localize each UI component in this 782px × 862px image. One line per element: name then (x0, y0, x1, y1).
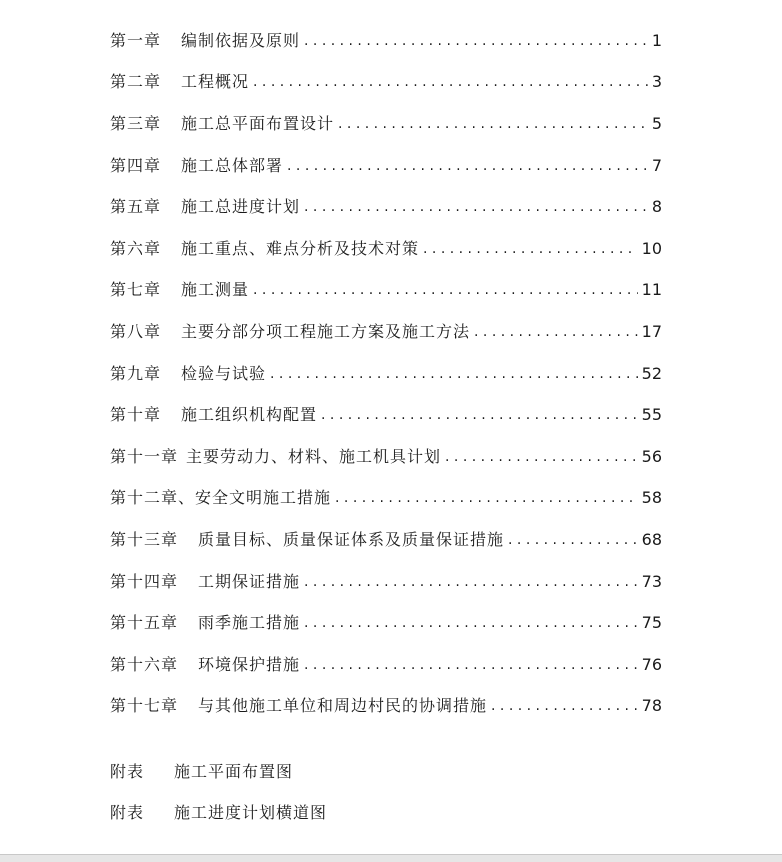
toc-entry-15[interactable] (110, 602, 662, 644)
toc-entry-title: 质量目标、质量保证体系及质量保证措施 (198, 529, 505, 549)
toc-page-number: 73 (641, 571, 662, 591)
toc-page-number: 10 (641, 238, 662, 258)
dot-leader (445, 447, 638, 467)
toc-entry-title: 施工测量 (181, 280, 250, 300)
toc-page-number: 58 (641, 488, 662, 508)
toc-page-number: 55 (641, 405, 662, 425)
toc-chapter-label: 第四章 (110, 155, 162, 175)
toc-entry-8[interactable] (110, 311, 662, 353)
toc-entry-4[interactable] (110, 145, 662, 187)
dot-leader (304, 655, 638, 675)
dot-leader (270, 364, 638, 384)
dot-leader (338, 114, 648, 134)
toc-page-number: 1 (651, 30, 662, 50)
toc-page-number: 8 (651, 197, 662, 217)
toc-entry-title: 施工总体部署 (181, 155, 284, 175)
toc-entry-9[interactable] (110, 353, 662, 395)
toc-page-number: 52 (641, 363, 662, 383)
toc-page-number: 11 (641, 280, 662, 300)
toc-entry-title: 工期保证措施 (198, 571, 301, 591)
toc-chapter-label: 第五章 (110, 197, 162, 217)
toc-entry-title: 环境保护措施 (198, 654, 301, 674)
toc-chapter-label: 第一章 (110, 30, 162, 50)
toc-entry-title: 工程概况 (181, 72, 250, 92)
dot-leader (304, 197, 648, 217)
toc-page-number: 3 (651, 72, 662, 92)
toc-page-number: 68 (641, 529, 662, 549)
toc-entry-16[interactable] (110, 644, 662, 686)
toc-chapter-label: 第十七章 (110, 696, 179, 716)
toc-entry-13[interactable] (110, 519, 662, 561)
toc-entry-title: 施工重点、难点分析及技术对策 (181, 238, 420, 258)
appendix-label: 附表 (110, 762, 145, 781)
toc-chapter-label: 第九章 (110, 363, 162, 383)
toc-page-number: 56 (641, 446, 662, 466)
toc-chapter-label: 第十一章 (110, 446, 179, 466)
appendix-label: 附表 (110, 803, 145, 822)
toc-chapter-label: 第八章 (110, 321, 162, 341)
toc-entry-title: 主要分部分项工程施工方案及施工方法 (181, 321, 471, 341)
dot-leader (423, 239, 638, 259)
dot-leader (304, 572, 638, 592)
dot-leader (474, 322, 638, 342)
dot-leader (491, 696, 638, 716)
toc-chapter-label: 第二章 (110, 72, 162, 92)
appendix-list (110, 750, 510, 832)
appendix-item-1[interactable] (110, 750, 510, 791)
toc-entry-6[interactable] (110, 228, 662, 270)
toc-entry-12[interactable] (110, 478, 662, 520)
toc-entry-17[interactable] (110, 686, 662, 728)
toc-chapter-label: 第十四章 (110, 571, 179, 591)
dot-leader (253, 280, 638, 300)
toc-entry-3[interactable] (110, 103, 662, 145)
toc-entry-title: 雨季施工措施 (198, 613, 301, 633)
toc-chapter-label: 第三章 (110, 113, 162, 133)
toc-page-number: 17 (641, 321, 662, 341)
dot-leader (287, 156, 648, 176)
appendix-title: 施工平面布置图 (174, 762, 294, 781)
toc-entry-7[interactable] (110, 270, 662, 312)
dot-leader (508, 530, 638, 550)
toc-page-number: 5 (651, 113, 662, 133)
toc-chapter-label: 第十章 (110, 405, 162, 425)
toc-entry-2[interactable] (110, 62, 662, 104)
toc-entry-title: 与其他施工单位和周边村民的协调措施 (198, 696, 488, 716)
toc-chapter-label: 第六章 (110, 238, 162, 258)
toc-page-number: 75 (641, 613, 662, 633)
dot-leader (335, 488, 638, 508)
dot-leader (321, 405, 638, 425)
appendix-item-2[interactable] (110, 791, 510, 832)
appendix-title: 施工进度计划横道图 (174, 803, 328, 822)
dot-leader (304, 31, 648, 51)
table-of-contents (110, 20, 662, 727)
toc-entry-title: 施工总平面布置设计 (181, 113, 335, 133)
toc-chapter-label: 第十三章 (110, 529, 179, 549)
toc-entry-title: 施工总进度计划 (181, 197, 301, 217)
toc-chapter-label: 第十二章、 (110, 488, 196, 508)
toc-entry-title: 主要劳动力、材料、施工机具计划 (186, 446, 442, 466)
toc-page-number: 7 (651, 155, 662, 175)
toc-chapter-label: 第十五章 (110, 613, 179, 633)
toc-page-number: 78 (641, 696, 662, 716)
toc-entry-title: 施工组织机构配置 (181, 405, 318, 425)
toc-entry-title: 安全文明施工措施 (195, 488, 332, 508)
toc-entry-10[interactable] (110, 394, 662, 436)
toc-entry-title: 编制依据及原则 (181, 30, 301, 50)
toc-chapter-label: 第七章 (110, 280, 162, 300)
toc-page-number: 76 (641, 654, 662, 674)
dot-leader (253, 72, 648, 92)
toc-chapter-label: 第十六章 (110, 654, 179, 674)
toc-entry-11[interactable] (110, 436, 662, 478)
toc-entry-14[interactable] (110, 561, 662, 603)
toc-entry-title: 检验与试验 (181, 363, 267, 383)
toc-entry-1[interactable] (110, 20, 662, 62)
dot-leader (304, 613, 638, 633)
toc-entry-5[interactable] (110, 186, 662, 228)
